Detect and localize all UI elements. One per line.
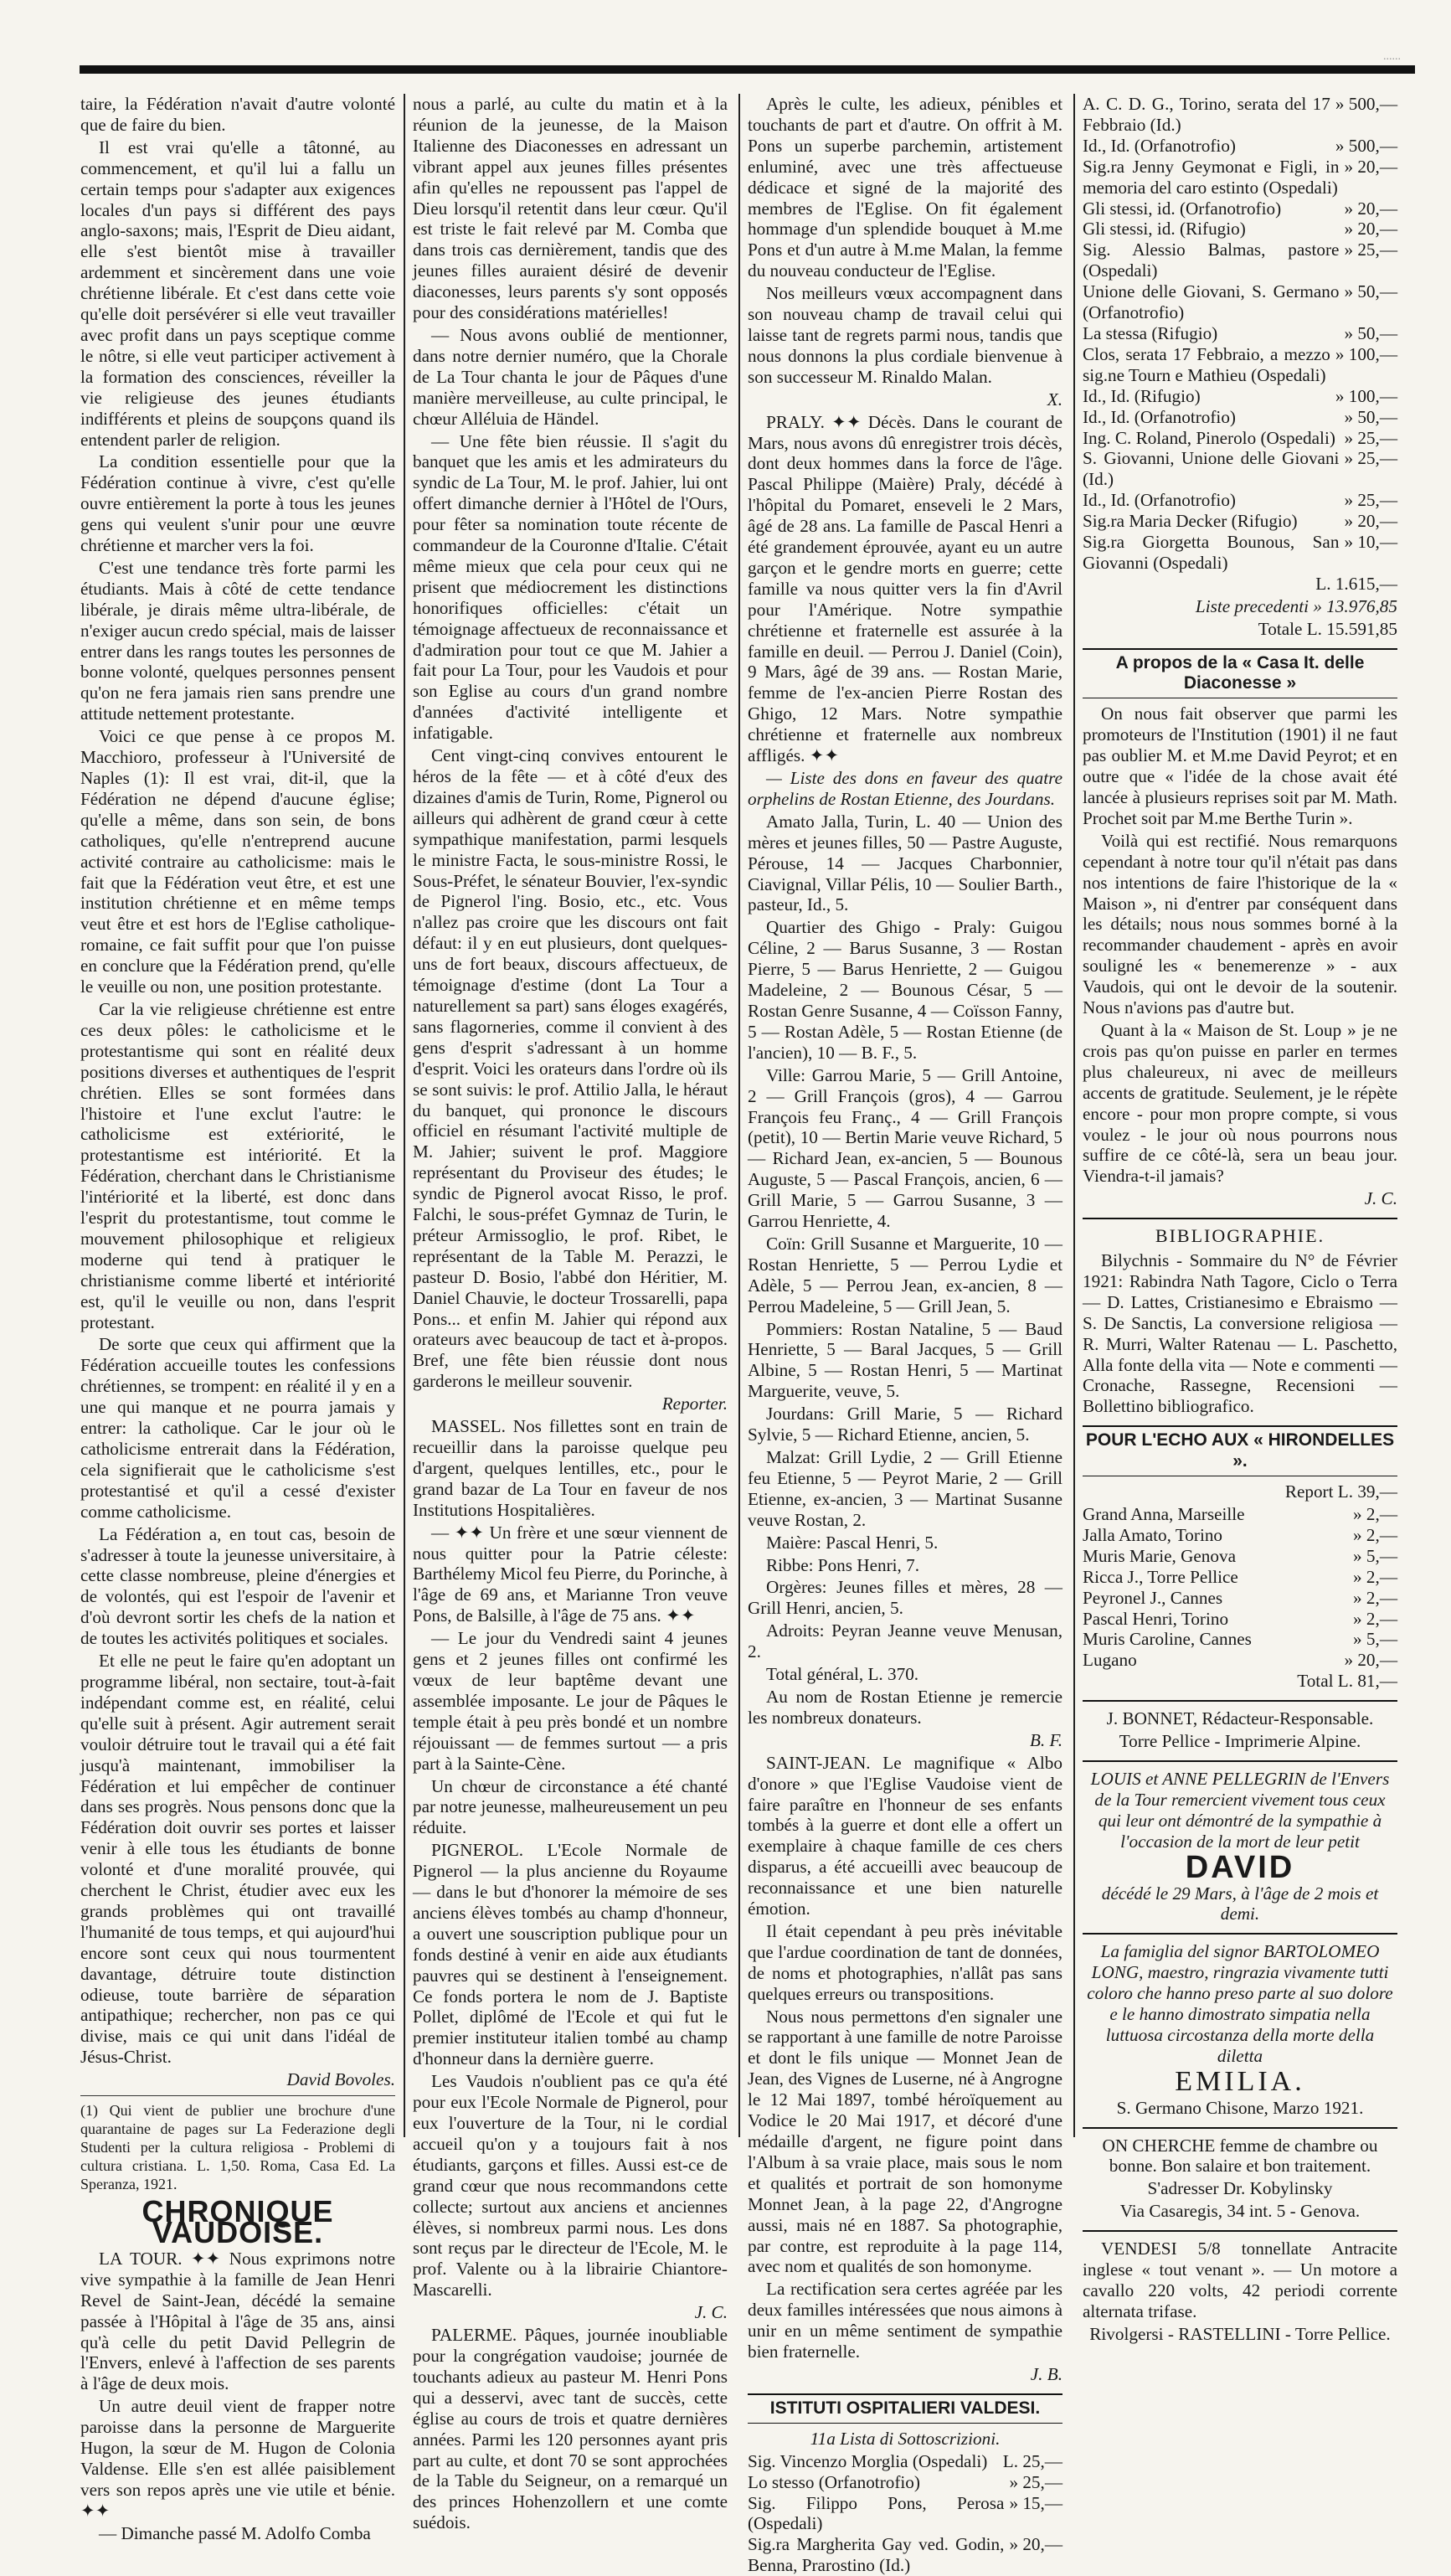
paragraph: MASSEL. Nos fillettes sont en train de recueillir dans la paroisse quelque peu d'argent, quelques lentilles, etc., pour le grand bazar de La Tour en faveur de nos Institutions Hospitalières. (413, 1416, 728, 1520)
paragraph: Via Casaregis, 34 int. 5 - Genova. (1119, 2201, 1361, 2222)
signature: X. (1047, 389, 1063, 410)
paragraph: Il était cependant à peu près inévitable que l'ardue coordination de tant de données, de noms et photographies, n'allât pas sans quelques erreurs ou transpositions. (748, 1920, 1063, 2004)
paragraph: Au nom de Rostan Etienne je remercie les nombreux donateurs. (748, 1686, 1063, 1728)
paragraph: Coïn: Grill Susanne et Marguerite, 10 — Rostan Henriette, 5 — Perrou Lydie et Adèle, 5 — Perrou Jean, ex-ancien, 8 — Perrou Madeleine, 5 — Grill Jean, 5. (748, 1233, 1063, 1316)
echo-row: Muris Caroline, Cannes » 5,— (1083, 1629, 1397, 1650)
paragraph: Ville: Garrou Marie, 5 — Grill Antoine, 2 — Grill François (gros), 4 — Garrou François feu Franç., 4 — Grill François (petit), 10 — Bertin Marie veuve Richard, 5 — Richard Jean, ex-ancien, 5 — Bounous Auguste, 5 — Pascal François, ancien, 6 — Grill Marie, 5 — Garrou Susanne, 3 — Garrou Henriette, 4. (748, 1064, 1063, 1232)
paragraph: Rivolgersi - RASTELLINI - Torre Pellice. (1089, 2323, 1391, 2344)
paragraph: La rectification sera certes agréée par les deux familles intéressées que nous aimons à unir en un même sentiment de sympathie bien fraternelle. (748, 2279, 1063, 2362)
signature: Reporter. (661, 1394, 728, 1414)
donor-row: Gli stessi, id. (Orfanotrofio) » 20,— (1083, 198, 1397, 219)
paragraph: La famiglia del signor BARTOLOMEO LONG, maestro, ringrazia vivamente tutti coloro che hanno preso parte al suo dolore e le hanno dimostrato simpatia nella luttuosa circostanza della morte della diletta (1087, 1941, 1393, 2066)
signature: J. B. (1030, 2363, 1063, 2384)
paragraph: S. Germano Chisone, Marzo 1921. (1116, 2097, 1364, 2118)
paragraph: On nous fait observer que parmi les promoteurs de l'Institution (1901) il ne faut pas oublier M. et M.me David Peyrot; et en outre que « l'idée de la chose avait été lancée à plusieurs reprises soit par M. Math. Prochet soit par M.me Berthe Turin ». (1083, 703, 1397, 828)
casa-diaconesse-title: A propos de la « Casa It. delle Diaconesse » (1083, 648, 1397, 699)
paragraph: Total général, L. 370. (766, 1664, 919, 1685)
echo-row: Pascal Henri, Torino » 2,— (1083, 1608, 1397, 1629)
donor-row: Lo stesso (Orfanotrofio) » 25,— (748, 2471, 1063, 2492)
echo-row: Jalla Amato, Torino » 2,— (1083, 1524, 1397, 1545)
grand-total: Totale L. 15.591,85 (1258, 618, 1397, 639)
name-emilia: EMILIA. (1175, 2065, 1305, 2097)
echo-row: Ricca J., Torre Pellice » 2,— (1083, 1566, 1397, 1587)
donor-row: Sig.ra Giorgetta Bounous, San Giovanni (Ospedali) » 10,— (1083, 532, 1397, 573)
paragraph: Quant à la « Maison de St. Loup » je ne crois pas qu'on puisse en parler en termes plus chaleureux, ni avec de meilleurs accents de gratitude. Seulement, je le répète encore - pour mon propre compte, si vous voulez - le jour où nous pourrons nous suffire de ce côté-là, sera un beau jour. Viendra-t-il jamais? (1083, 1019, 1397, 1187)
paragraph: S'adresser Dr. Kobylinsky (1147, 2178, 1333, 2199)
echo-row: Peyronel J., Cannes » 2,— (1083, 1587, 1397, 1608)
echo-row: Lugano » 20,— (1083, 1650, 1397, 1671)
donor-row: Clos, serata 17 Febbraio, a mezzo sig.ne Tourn e Mathieu (Ospedali) » 100,— (1083, 343, 1397, 385)
obituary-emilia (1083, 1933, 1397, 2118)
paragraph: — Une fête bien réussie. Il s'agit du banquet que les amis et les admirateurs du syndic de La Tour, M. le prof. Jahier, lui ont offert dimanche dernier à l'Hôtel de l'Ours, pour fêter sa nomination toute récente de commandeur de la Couronne d'Italie. C'était même mieux que cela pour ceux qui ne prisent que médiocrement les distinctions honorifiques officielles: c'était un témoignage affectueux de reconnaissance et d'admiration pour tout ce que M. Jahier a fait pour La Tour, pour les Vaudois et pour son Eglise au cours d'un grand nombre d'années d'activité intelligente et infatigable. (413, 430, 728, 744)
editor-line: J. BONNET, Rédacteur-Responsable. (1106, 1708, 1374, 1729)
echo-row: Grand Anna, Marseille » 2,— (1083, 1504, 1397, 1524)
signature: B. F. (1029, 1729, 1063, 1750)
donor-row: Sig.ra Maria Decker (Rifugio) » 20,— (1083, 511, 1397, 532)
donor-row: Sig.ra Margherita Gay ved. Godin, Benna, Prarostino (Id.) » 20,— (748, 2534, 1063, 2576)
ad-on-cherche (1083, 2127, 1397, 2223)
donor-row: Id., Id. (Orfanotrofio) » 25,— (1083, 490, 1397, 511)
column-1 (80, 94, 395, 2546)
paragraph: Il est vrai qu'elle a tâtonné, au commencement, et qu'il lui a fallu un certain temps pour s'adapter aux exigences locales d'un pays si différent des pays anglo-saxons; mais, l'Esprit de Dieu aidant, elle s'est bientôt mise à travailler ardemment et sincèrement dans une voie chrétienne libérale. Et c'est dans cette voie qu'elle doit persévérer si elle veut travailler avec profit dans un pays sceptique comme le nôtre, si elle veut participer activement à la formation des consciences, réveiller la vie religieuse des jeunes étudiants indifférents et pleins de soupçons quand ils entendent parler de religion. (80, 137, 395, 450)
paragraph: Orgères: Jeunes filles et mères, 28 — Grill Henri, ancien, 5. (748, 1577, 1063, 1619)
paragraph: Nous nous permettons d'en signaler une se rapportant à une famille de notre Paroisse et dont le fils unique — Monnet Jean de Jean, des Vignes de Luserne, né à Angrogne le 12 Mai 1897, tombé héroïquement au Vodice le 20 Mai 1917, et décoré d'une médaille d'argent, ne figure point dans l'Album à sa vraie place, mais sous le nom et qualités et portrait de son homonyme Monnet Jean, à la page 22, d'Angrogne aussi, mais né en 1887. Sa photographie, par contre, est reproduite à la page 114, avec nom et qualités de son homonyme. (748, 2006, 1063, 2277)
paragraph: décédé le 29 Mars, à l'âge de 2 mois et demi. (1101, 1883, 1379, 1924)
ad-vendesi (1083, 2230, 1397, 2345)
paragraph: Un autre deuil vient de frapper notre paroisse dans la personne de Marguerite Hugon, la sœur de M. Hugon de Colonia Valdense. Elle s'en est allée paisiblement vers son repos après une vie utile et bénie. ✦✦ (80, 2396, 395, 2521)
paragraph: nous a parlé, au culte du matin et à la réunion de la jeunesse, de la Maison Italienne des Diaconesses en adressant un vibrant appel aux jeunes filles présentes afin qu'elles ne repoussent pas l'appel de Dieu lorsqu'il retentit dans leur cœur. Qu'il est triste le fait relevé par M. Comba que dans trois cas dernièrement, tandis que des jeunes filles auraient désiré de devenir diaconesses, leurs parents s'y sont opposés pour des considérations matérielles! (413, 94, 728, 323)
paragraph: SAINT-JEAN. Le magnifique « Albo d'onore » que l'Eglise Vaudoise vient de faire paraître en l'honneur de ses enfants tombés à la guerre et dont elle a offert un exemplaire à chaque famille de ces chers disparus, a été accueilli avec beaucoup de reconnaissance et une bien naturelle émotion. (748, 1752, 1063, 1919)
column-divider (1073, 94, 1075, 2137)
chronique-title: CHRONIQUE VAUDOISE. (141, 2194, 334, 2249)
paragraph: La condition essentielle pour que la Fédération continue à vivre, c'est qu'elle ouvre entièrement la porte à tous les jeunes gens qui veulent s'unir pour une œuvre chrétienne et marcher vers la foi. (80, 451, 395, 556)
paragraph: La Fédération a, en tout cas, besoin de s'adresser à toute la jeunesse universitaire, à cette classe nombreuse, pleine d'énergies et de volontés, qui est l'espoir de l'avenir et d'où devront sortir les chefs de la nation et de toutes les activités politiques et sociales. (80, 1523, 395, 1649)
paragraph: — Le jour du Vendredi saint 4 jeunes gens et 2 jeunes filles ont confirmé les vœux de leur baptême devant une assemblée imposante. Le jour de Pâques le temple était à peu près bondé et un nombre réjouissant — de femmes surtout — a pris part à la Sainte-Cène. (413, 1628, 728, 1774)
paragraph: — Dimanche passé M. Adolfo Comba (99, 2522, 371, 2543)
paragraph: Les Vaudois n'oublient pas ce qu'a été pour eux l'Ecole Normale de Pignerol, pour eux l'ouverture de la Tour, ni le cordial accueil qu'on y a toujours fait à nos étudiants, garçons et filles. Aussi est-ce de grand cœur que nous recommandons cette collecte; surtout aux anciens et anciennes élèves, si nombreux parmi nous. Les dons sont reçus par le directeur de l'Ecole, M. le prof. Valente ou à la librairie Chiantore-Mascarelli. (413, 2071, 728, 2300)
istituti-subtitle: 11a Lista di Sottoscrizioni. (810, 2428, 1001, 2449)
bibliographie-title: BIBLIOGRAPHIE. (1083, 1218, 1397, 1247)
paragraph: LA TOUR. ✦✦ Nous exprimons notre vive sympathie à la famille de Jean Henri Revel de Saint-Jean, décédé la semaine passée à l'Hôpital à l'âge de 35 ans, ainsi qu'à celle du petit David Pellegrin de l'Envers, enlevé à l'affection de ses parents à l'âge de deux mois. (80, 2248, 395, 2394)
paragraph: Voici ce que pense à ce propos M. Macchioro, professeur à l'Université de Naples (1): Il est vrai, dit-il, que la Fédération ne dépend d'aucune église; qu'elle a même, dans son sein, de bons catholiques, qu'elle n'entreprend aucune activité contraire au catholicisme: mais le fait que la Fédération veut être, et est une institution chrétienne et en même temps veut être et est hors de l'Eglise catholique-romaine, ce fait suffit pour que l'on puisse en conclure que la Fédération prend, qu'elle le veuille ou non, une position protestante. (80, 726, 395, 997)
footnote: (1) Qui vient de publier une brochure d'une quarantaine de pages sur La Federazione degli Studenti per la cultura religiosa - Problemi di cultura cristiana. L. 1,50. Roma, Casa Ed. La Speranza, 1921. (80, 2095, 395, 2193)
paragraph: Pommiers: Rostan Nataline, 5 — Baud Henriette, 5 — Baral Jacques, 5 — Grill Albine, 5 — Rostan Henri, 5 — Martinat Marguerite, veuve, 5. (748, 1318, 1063, 1402)
paragraph: Voilà qui est rectifié. Nous remarquons cependant à notre tour qu'il n'était pas dans nos intentions de faire l'historique de la « Maison », ni d'entrer par conséquent dans les détails; nous nous sommes borné à la recommander chaudement - après en avoir souligné les « benemerenze » - aux Vaudois, qui ont le devoir de la soutenir. Nous n'avions pas d'autre but. (1083, 830, 1397, 1018)
paragraph: Quartier des Ghigo - Praly: Guigou Céline, 2 — Barus Susanne, 3 — Rostan Pierre, 5 — Barus Henriette, 2 — Guigou Madeleine, 2 — Bounous César, 5 — Rostan Genre Susanne, 4 — Coïsson Fanny, 5 — Rostan Adèle, 5 — Rostan Etienne (de l'ancien), 10 — B. F., 5. (748, 917, 1063, 1063)
list-heading: — Liste des dons en faveur des quatre orphelins de Rostan Etienne, des Jourdans. (748, 768, 1063, 809)
paragraph: Après le culte, les adieux, pénibles et touchants de part et d'autre. On offrit à M. Pons un superbe parchemin, artistement enluminé, avec une très affectueuse dédicace et signé de la majorité des membres de l'Eglise. On fit également hommage d'un splendide bouquet à M.me Pons et d'un autre à M.me Malan, la femme du nouveau conducteur de l'Eglise. (748, 94, 1063, 281)
paragraph: VENDESI 5/8 tonnellate Antracite inglese « tout venant ». — Un motore a cavallo 220 volts, 42 periodi corrente alternata trifase. (1083, 2239, 1397, 2321)
column-divider (738, 94, 740, 2137)
donor-row: Ing. C. Roland, Pinerolo (Ospedali) » 25,— (1083, 427, 1397, 448)
column-2 (413, 94, 728, 2535)
paragraph: Et elle ne peut le faire qu'en adoptant un programme libéral, non sectaire, tout-à-fait indépendant comme est, en réalité, celui qu'elle suit à présent. Agir autrement serait vouloir détruire tout le travail qui a été fait jusqu'à maintenant, immobiliser la Fédération et lui empêcher de continuer dans ses progrès. Nous pensons donc que la Fédération doit ouvrir ses portes et laisser venir à elle tous les étudiants de bonne volonté et d'une moralité prouvée, qui cherchent le Christ, étudier avec eux les grands problèmes qui ont travaillé l'humanité de tous temps, et qui aujourd'hui encore sont ceux qui nous tourmentent davantage, détruire toute distinction odieuse, toute barrière de séparation antipathique; rechercher, non pas ce qui divise, mais ce qui unit dans l'idéal de Jésus-Christ. (80, 1651, 395, 2068)
paragraph: PALERME. Pâques, journée inoubliable pour la congrégation vaudoise; journée de touchants adieux au pasteur M. Henri Pons qui a desservi, avec tant de succès, cette église au cours de trois et quatre dernières années. Parmi les 120 personnes ayant pris part au culte, et dont 70 se sont approchées de la Table du Seigneur, on a remarqué un des princes Hohenzollern et une comte suédois. (413, 2325, 728, 2533)
paragraph: Jourdans: Grill Marie, 5 — Richard Sylvie, 5 — Richard Etienne, ancien, 5. (748, 1404, 1063, 1445)
paragraph: Bilychnis - Sommaire du N° de Février 1921: Rabindra Nath Tagore, Ciclo o Terra — D. Lattes, Cristianesimo e Ebraismo — S. De Sanctis, La conversione religiosa — R. Murri, Walter Ratenau — L. Paschetto, Alla fonte della vita — Note e commenti — Cronache, Rassegne, Recensioni — Bollettino bibliografico. (1083, 1250, 1397, 1417)
paragraph: De sorte que ceux qui affirment que la Fédération accueille toutes les confessions chrétiennes, se trompent: en réalité il y en a une qui manque et ne pourra jamais y entrer: la catholique. Car le jour où le catholicisme entrerait dans la Fédération, cela signifierait que le catholicisme s'est protestantisé et qu'il a cessé d'exister comme catholicisme. (80, 1334, 395, 1522)
paragraph: Adroits: Peyran Jeanne veuve Menusan, 2. (748, 1620, 1063, 1662)
column-3 (748, 94, 1063, 2576)
imprint-box (1083, 1700, 1397, 1752)
paragraph: LOUIS et ANNE PELLEGRIN de l'Envers de la Tour remercient vivement tous ceux qui leur ont démontré de la sympathie à l'occasion de la mort de leur petit (1090, 1768, 1390, 1852)
echo-row: Muris Marie, Genova » 5,— (1083, 1545, 1397, 1566)
paragraph: — Nous avons oublié de mentionner, dans notre dernier numéro, que la Chorale de La Tour chanta le jour de Pâques d'une manière merveilleuse, au culte principal, le chœur Alléluia de Händel. (413, 324, 728, 429)
page-header-faint: ...... (1383, 50, 1401, 63)
paragraph: Un chœur de circonstance a été chanté par notre jeunesse, malheureusement un peu réduite. (413, 1775, 728, 1838)
paragraph: Malzat: Grill Lydie, 2 — Grill Etienne feu Etienne, 5 — Peyrot Marie, 2 — Grill Etienne, ex-ancien, 3 — Martinat Susanne veuve Rostan, 2. (748, 1447, 1063, 1530)
donor-row: Id., Id. (Orfanotrofio) » 500,— (1083, 135, 1397, 156)
paragraph: PRALY. ✦✦ Décès. Dans le courant de Mars, nous avons dû enregistrer trois décès, dont deux hommes dans la force de l'âge. Pascal Philippe (Maière) Praly, décédé à l'hôpital du Pomaret, enseveli le 2 Mars, âgé de 28 ans. La famille de Pascal Henri a été grandement éprouvée, ayant eu un autre garçon et le gendre morts en guerre; cette famille va nous quitter vers la fin d'Avril pour l'Amérique. Notre sympathie chrétienne et fraternelle est assurée à la famille en deuil. — Perrou J. Daniel (Coin), 9 Mars, âgé de 39 ans. — Rostan Marie, femme de l'ex-ancien Pierre Rostan des Ghigo, 12 Mars. Notre sympathie chrétienne et fraternelle aux nombreux affligés. ✦✦ (748, 411, 1063, 766)
signature: David Bovoles. (286, 2069, 395, 2090)
paragraph: ON CHERCHE femme de chambre ou bonne. Bon salaire et bon traitement. (1102, 2135, 1378, 2177)
echo-report: Report L. 39,— (1284, 1481, 1397, 1502)
obituary-david (1083, 1760, 1397, 1924)
paragraph: taire, la Fédération n'avait d'autre volonté que de faire du bien. (80, 94, 395, 135)
donor-row: Sig. Alessio Balmas, pastore (Ospedali) » 25,— (1083, 240, 1397, 281)
printer-line: Torre Pellice - Imprimerie Alpine. (1119, 1731, 1361, 1752)
donor-row: La stessa (Rifugio) » 50,— (1083, 322, 1397, 343)
paragraph: — ✦✦ Un frère et une sœur viennent de nous quitter pour la Patrie céleste: Barthélemy Micol feu Pierre, du Porinche, à l'âge de 69 ans, et Marianne Tron veuve Pons, de Balsille, à l'âge de 75 ans. ✦✦ (413, 1522, 728, 1626)
donor-row: Sig.ra Jenny Geymonat e Figli, in memoria del caro estinto (Ospedali) » 20,— (1083, 156, 1397, 198)
top-rule (80, 65, 1415, 74)
echo-hirondelles-title: POUR L'ECHO AUX « HIRONDELLES ». (1083, 1425, 1397, 1476)
paragraph: PIGNEROL. L'Ecole Normale de Pignerol — la plus ancienne du Royaume — dans le but d'honorer la mémoire de ses anciens élèves tombés au champ d'honneur, a ouvert une souscription publique pour un fonds destiné à venir en aide aux étudiants pauvres qui se destinent à l'enseignement. Ce fonds portera le nom de J. Baptiste Pollet, diplômé de l'Ecole et qui fut le premier instituteur italien tombé au champ d'honneur dans la dernière guerre. (413, 1840, 728, 2069)
signature: J. C. (1364, 1188, 1397, 1209)
donor-row: Unione delle Giovani, S. Germano (Orfanotrofio) » 50,— (1083, 281, 1397, 323)
echo-total: Total L. 81,— (1297, 1671, 1397, 1692)
paragraph: Maière: Pascal Henri, 5. (766, 1532, 939, 1553)
paragraph: Cent vingt-cinq convives entourent le héros de la fête — et à côté d'eux des dizaines d'amis de Turin, Rome, Pignerol ou ailleurs qui adhèrent de grand cœur à cette sympathique manifestation, parmi lesquels le ministre Facta, le sous-ministre Rossi, le Sous-Préfet, le sénateur Bouvier, l'ex-syndic de Pignerol l'ing. Bosio, etc., etc. Vous n'allez pas croire que les discours ont fait défaut: il y en eut plusieurs, dont quelques-uns de fort beaux, discours affectueux, de témoignage d'estime (dont La Tour a naturellement sa part) sans éloges exagérés, sans flagorneries, comme il convient à des gens d'esprit s'adressant à un homme d'esprit. Voici les orateurs dans l'ordre où ils se sont suivis: le prof. Attilio Jalla, le héraut du banquet, qui prononce le discours officiel en résumant l'activité multiple de M. Jahier; suivent le prof. Maggiore représentant du Proviseur des études; le syndic de Pignerol avocat Risso, le prof. Falchi, le sous-préfet Gymnaz de Turin, le préteur Armissoglio, le prof. Ribet, le représentant de la Table M. Perazzi, le pasteur D. Bosio, l'abbé don Héritier, M. Daniel Chauvie, le docteur Trossarelli, papa Pons... et enfin M. Jahier qui répond aux orateurs avec beaucoup de tact et à-propos. Bref, une fête bien réussie dont nous garderons le meilleur souvenir. (413, 745, 728, 1392)
column-4 (1083, 94, 1397, 2347)
paragraph: Car la vie religieuse chrétienne est entre ces deux pôles: le catholicisme et le protestantisme qui sont en réalité deux positions diverses et authentiques de l'esprit chrétien. Elles se sont formées dans l'histoire et l'une exclut l'autre: le catholicisme est extériorité, le protestantisme est intériorité. Et la Fédération, cherchant dans le Christianisme l'intériorité et la liberté, est donc dans l'esprit du protestantisme, tout comme le mouvement philosophique et religieux moderne qui tend à pratiquer le christianisme comme liberté et intériorité est, qu'il le veuille ou non, dans l'esprit protestant. (80, 998, 395, 1332)
donor-row: Sig. Vincenzo Morglia (Ospedali) L. 25,— (748, 2450, 1063, 2471)
donor-row: Sig. Filippo Pons, Perosa (Ospedali) » 15,— (748, 2492, 1063, 2534)
donor-row: Id., Id. (Rifugio) » 100,— (1083, 385, 1397, 406)
previous-lists: Liste precedenti » 13.976,85 (1195, 595, 1397, 616)
paragraph: Ribbe: Pons Henri, 7. (766, 1554, 920, 1575)
paragraph: C'est une tendance très forte parmi les étudiants. Mais à côté de cette tendance libérale, je dirais même ultra-libérale, de n'exiger aucun credo spécial, mais de laisser entrer dans les rangs toutes les personnes de bonne volonté, quelques personnes pensent qu'on ne fera jamais rien sans prendre une attitude nettement protestante. (80, 557, 395, 724)
name-david: DAVID (1185, 1849, 1295, 1885)
donor-row: Gli stessi, id. (Rifugio) » 20,— (1083, 219, 1397, 240)
signature: J. C. (694, 2302, 728, 2323)
subtotal: L. 1.615,— (1315, 573, 1397, 594)
paragraph: Amato Jalla, Turin, L. 40 — Union des mères et jeunes filles, 50 — Pastre Auguste, Pérouse, 14 — Jacques Charbonnier, Ciavignal, Villar Pélis, 10 — Soulier Barth., pasteur, Id., 5. (748, 811, 1063, 915)
column-divider (404, 94, 405, 2137)
donor-row: Id., Id. (Orfanotrofio) » 50,— (1083, 406, 1397, 427)
donor-row: A. C. D. G., Torino, serata del 17 Febbraio (Id.) » 500,— (1083, 94, 1397, 135)
istituti-title: ISTITUTI OSPITALIERI VALDESI. (748, 2393, 1063, 2424)
donor-row: S. Giovanni, Unione delle Giovani (Id.) » 25,— (1083, 448, 1397, 490)
paragraph: Nos meilleurs vœux accompagnent dans son nouveau champ de travail celui qui laisse tant de regrets parmi nous, tandis que nous donnons la plus cordiale bienvenue à son successeur M. Rinaldo Malan. (748, 283, 1063, 387)
